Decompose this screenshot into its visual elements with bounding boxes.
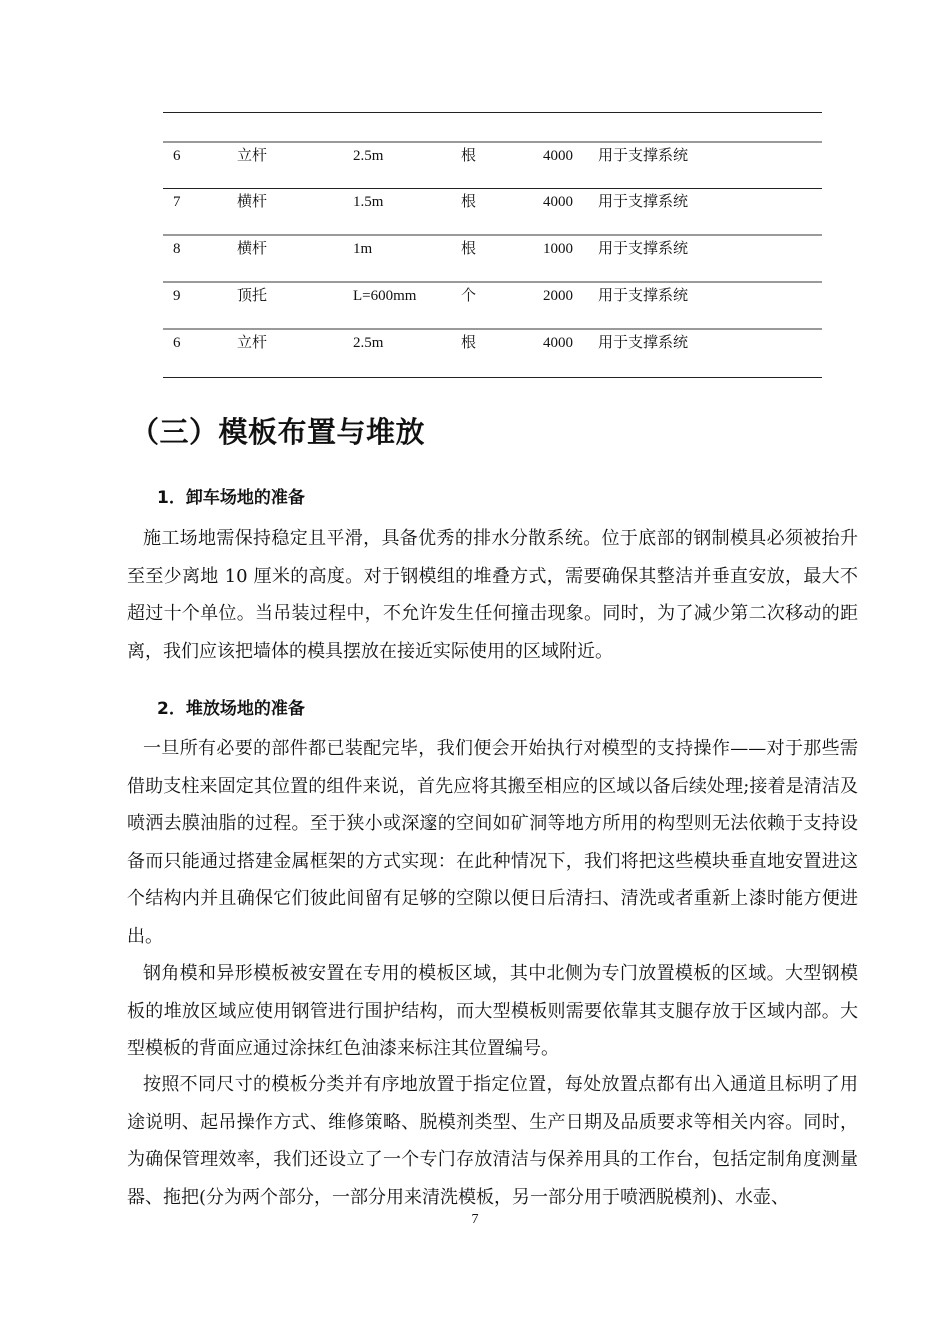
- table-header-blank: [163, 113, 822, 141]
- cell-unit: 个: [461, 288, 477, 304]
- cell-name: 立杆: [237, 148, 268, 164]
- cell-qty: 4000: [543, 194, 573, 210]
- cell-unit: 根: [461, 148, 477, 164]
- table-bottom-rule: [163, 377, 822, 378]
- cell-use: 用于支撑系统: [598, 335, 689, 351]
- table-row: [163, 143, 822, 188]
- paragraph-stacking-1: 一旦所有必要的部件都已装配完毕，我们便会开始执行对模型的支持操作——对于那些需借助支柱来固定其位置的组件来说，首先应将其搬至相应的区域以备后续处理;接着是清洁及喷洒去膜油脂的过程。至于狭小或深邃的空间如矿洞等地方所用的构型则无法依赖于支持设备而只能通过搭建金属框架的方式实现：在此种情况下，我们将把这些模块垂直地安置进这个结构内并且确保它们彼此间留有足够的空隙以便日后清扫、清洗或者重新上漆时能方便进出。: [127, 738, 858, 947]
- materials-table: [163, 112, 822, 378]
- cell-spec: 2.5m: [353, 335, 384, 351]
- table-row: [163, 189, 822, 234]
- cell-spec: L=600mm: [353, 288, 417, 304]
- cell-use: 用于支撑系统: [598, 241, 689, 257]
- page-number: 7: [471, 1212, 479, 1227]
- cell-use: 用于支撑系统: [598, 288, 689, 304]
- cell-qty: 1000: [543, 241, 573, 257]
- cell-unit: 根: [461, 194, 477, 210]
- cell-name: 横杆: [237, 241, 268, 257]
- subsection-heading-stacking: 2．堆放场地的准备: [157, 699, 305, 719]
- cell-no: 9: [173, 288, 181, 304]
- table-row: [163, 236, 822, 281]
- cell-name: 顶托: [237, 288, 268, 304]
- paragraph-stacking-3: 按照不同尺寸的模板分类并有序地放置于指定位置，每处放置点都有出入通道且标明了用途说明、起吊操作方式、维修策略、脱模剂类型、生产日期及品质要求等相关内容。同时，为确保管理效率，我们还设立了一个专门存放清洁与保养用具的工作台，包括定制角度测量器、拖把(分为两个部分，一部分用来清洗模板，另一部分用于喷洒脱模剂)、水壶、: [127, 1074, 858, 1208]
- cell-qty: 2000: [543, 288, 573, 304]
- paragraph-stacking-2: 钢角模和异形模板被安置在专用的模板区域，其中北侧为专门放置模板的区域。大型钢模板的堆放区域应使用钢管进行围护结构，而大型模板则需要依靠其支腿存放于区域内部。大型模板的背面应通过涂抹红色油漆来标注其位置编号。: [127, 963, 858, 1059]
- cell-no: 8: [173, 241, 181, 257]
- cell-name: 立杆: [237, 335, 268, 351]
- table-row: [163, 283, 822, 328]
- cell-use: 用于支撑系统: [598, 148, 689, 164]
- subsection-heading-unloading: 1．卸车场地的准备: [157, 488, 305, 508]
- cell-spec: 1m: [353, 241, 373, 257]
- cell-spec: 2.5m: [353, 148, 384, 164]
- cell-unit: 根: [461, 241, 477, 257]
- cell-use: 用于支撑系统: [598, 194, 689, 210]
- cell-qty: 4000: [543, 148, 573, 164]
- cell-no: 7: [173, 194, 181, 210]
- table-row: [163, 330, 822, 377]
- cell-name: 横杆: [237, 194, 268, 210]
- cell-spec: 1.5m: [353, 194, 384, 210]
- section-heading: （三）模板布置与堆放: [130, 415, 426, 449]
- cell-unit: 根: [461, 335, 477, 351]
- cell-qty: 4000: [543, 335, 573, 351]
- cell-no: 6: [173, 335, 181, 351]
- cell-no: 6: [173, 148, 181, 164]
- paragraph-unloading: 施工场地需保持稳定且平滑，具备优秀的排水分散系统。位于底部的钢制模具必须被抬升至至少离地 10 厘米的高度。对于钢模组的堆叠方式，需要确保其整洁并垂直安放，最大不超过十个单位。当吊装过程中，不允许发生任何撞击现象。同时，为了减少第二次移动的距离，我们应该把墙体的模具摆放在接近实际使用的区域附近。: [127, 528, 858, 662]
